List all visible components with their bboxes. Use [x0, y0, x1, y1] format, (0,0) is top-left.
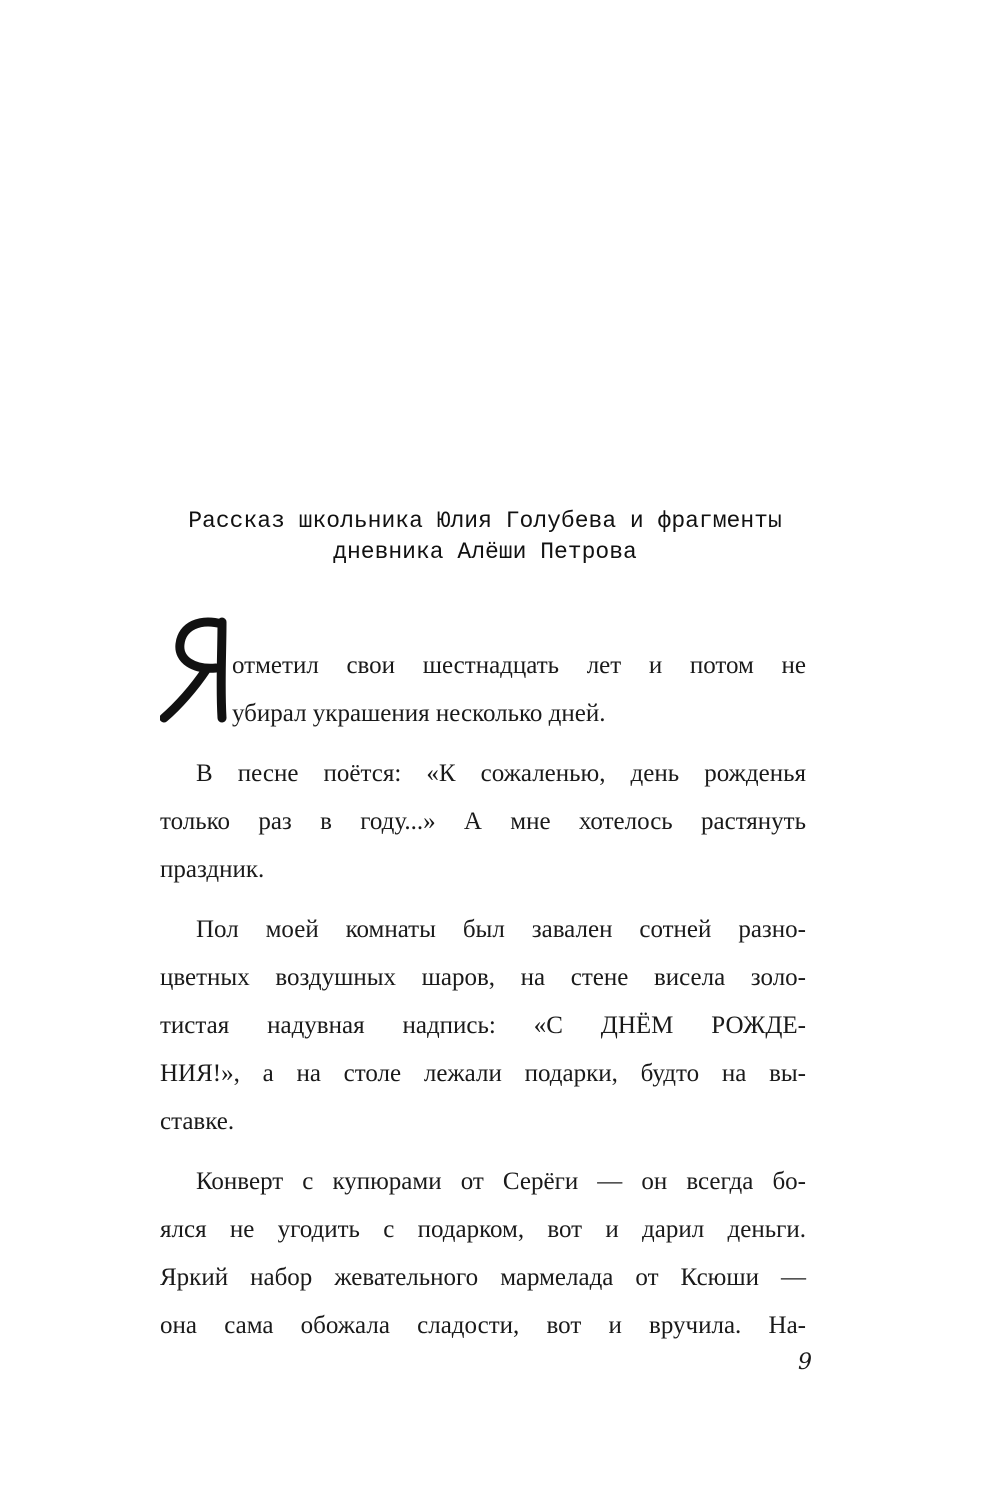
paragraph-3-line: цветных воздушных шаров, на стене висела золо-	[160, 964, 806, 991]
paragraph-2-line: праздник.	[160, 856, 265, 883]
paragraph-gap	[160, 738, 806, 750]
body-text	[160, 642, 806, 1350]
paragraph-3-line: тистая надувная надпись: «С ДНЁМ РОЖДЕ-	[160, 1012, 806, 1039]
paragraph-3-line: ставке.	[160, 1108, 235, 1135]
paragraph-4-line: Яркий набор жевательного мармелада от Ксюши —	[160, 1264, 806, 1291]
subtitle-line-1: Рассказ школьника Юлия Голубева и фрагменты	[188, 508, 782, 534]
paragraph-4-line: Конверт с купюрами от Серёги — он всегда бо-	[196, 1168, 806, 1195]
page-number: 9	[798, 1350, 812, 1375]
paragraph-4-line: она сама обожала сладости, вот и вручила. На-	[160, 1312, 806, 1339]
paragraph-gap	[160, 1146, 806, 1158]
paragraph-1-line: отметил свои шестнадцать лет и потом не	[232, 652, 806, 679]
paragraph-3-line: НИЯ!», а на столе лежали подарки, будто на вы-	[160, 1060, 806, 1087]
paragraph-4-line: ялся не угодить с подарком, вот и дарил деньги.	[160, 1216, 806, 1243]
paragraph-3-line: Пол моей комнаты был завален сотней разно-	[196, 916, 806, 943]
subtitle-line-2: дневника Алёши Петрова	[333, 539, 637, 565]
paragraph-gap	[160, 894, 806, 906]
paragraph-2-line: только раз в году...» А мне хотелось растянуть	[160, 808, 806, 835]
chapter-subtitle	[160, 506, 810, 568]
paragraph-2-line: В песне поётся: «К сожаленью, день рожденья	[196, 760, 806, 787]
paragraph-1-line: убирал украшения несколько дней.	[232, 700, 606, 727]
